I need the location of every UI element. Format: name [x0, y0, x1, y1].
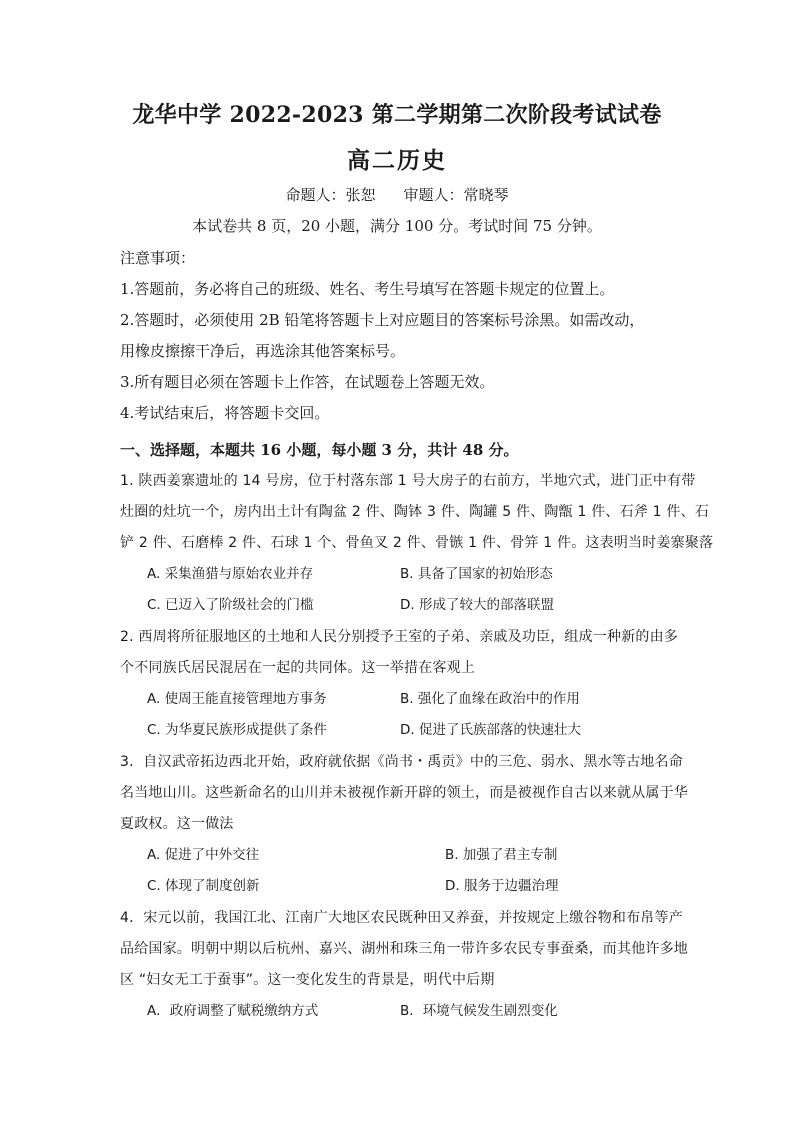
note-item: 3.所有题目必须在答题卡上作答，在试题卷上答题无效。 [120, 373, 495, 391]
note-item: 2.答题时，必须使用 2B 铅笔将答题卡上对应题目的答案标号涂黑。如需改动， [120, 311, 645, 329]
exam-subject: 高二历史 [347, 147, 447, 174]
option-c: C. 为华夏民族形成提供了条件 [147, 722, 328, 738]
question-text: 2. 西周将所征服地区的土地和人民分别授予王室的子弟、亲戚及功臣，组成一种新的由多 [120, 629, 679, 645]
exam-info: 本试卷共 8 页，20 小题，满分 100 分。考试时间 75 分钟。 [192, 217, 602, 235]
exam-title: 龙华中学 2022-2023 第二学期第二次阶段考试试卷 [132, 102, 662, 128]
option-d: D. 形成了较大的部落联盟 [400, 597, 554, 613]
question-text: 个不同族氏居民混居在一起的共同体。这一举措在客观上 [120, 660, 475, 676]
setter: 命题人：张恕 [285, 186, 376, 204]
option-d: D. 促进了氏族部落的快速壮大 [400, 722, 581, 738]
exam-authors [0, 185, 794, 205]
note-item: 1.答题前，务必将自己的班级、姓名、考生号填写在答题卡规定的位置上。 [120, 280, 615, 298]
question-text: 名当地山川。这些新命名的山川并未被视作新开辟的领土，而是被视作自古以来就从属于华 [120, 785, 688, 801]
option-c: C. 已迈入了阶级社会的门槛 [147, 597, 314, 613]
option-b: B. 强化了血缘在政治中的作用 [400, 691, 580, 707]
question-text: 1. 陕西姜寨遗址的 14 号房，位于村落东部 1 号大房子的右前方，半地穴式，进门正中有带 [120, 473, 696, 489]
option-c: C. 体现了制度创新 [147, 878, 260, 894]
question-text: 夏政权。这一做法 [120, 816, 234, 832]
option-a: A. 采集渔猎与原始农业并存 [147, 566, 314, 582]
note-item: 4.考试结束后，将答题卡交回。 [120, 404, 330, 422]
option-a: A．政府调整了赋税缴纳方式 [147, 1003, 319, 1019]
option-a: A. 使周王能直接管理地方事务 [147, 691, 327, 707]
option-b: B. 具备了国家的初始形态 [400, 566, 553, 582]
question-text: 3．自汉武帝拓边西北开始，政府就依据《尚书・禹贡》中的三危、弱水、黑水等古地名命 [120, 754, 683, 770]
question-text: 4．宋元以前，我国江北、江南广大地区农民既种田又养蚕，并按规定上缴谷物和布帛等产 [120, 910, 683, 926]
option-b: B．环境气候发生剧烈变化 [400, 1003, 558, 1019]
option-d: D. 服务于边疆治理 [445, 878, 559, 894]
section-heading: 一、选择题，本题共 16 小题，每小题 3 分，共计 48 分。 [120, 441, 519, 459]
question-text: 铲 2 件、石磨棒 2 件、石球 1 个、骨鱼叉 2 件、骨镞 1 件、骨笄 1 件。这表明当时姜寨聚落 [120, 535, 714, 551]
reviewer: 审题人：常晓琴 [403, 186, 509, 204]
notes-heading: 注意事项： [120, 249, 196, 267]
option-b: B. 加强了君主专制 [445, 847, 558, 863]
question-text: 区 “妇女无工于蚕事”。这一变化发生的背景是，明代中后期 [120, 972, 495, 988]
question-text: 品给国家。明朝中期以后杭州、嘉兴、湖州和珠三角一带许多农民专事蚕桑，而其他许多地 [120, 941, 688, 957]
option-a: A. 促进了中外交往 [147, 847, 260, 863]
question-text: 灶圈的灶坑一个，房内出土计有陶盆 2 件、陶钵 3 件、陶罐 5 件、陶甑 1 件、石斧 1 件、石 [120, 504, 710, 520]
note-item: 用橡皮擦擦干净后，再选涂其他答案标号。 [120, 342, 406, 360]
